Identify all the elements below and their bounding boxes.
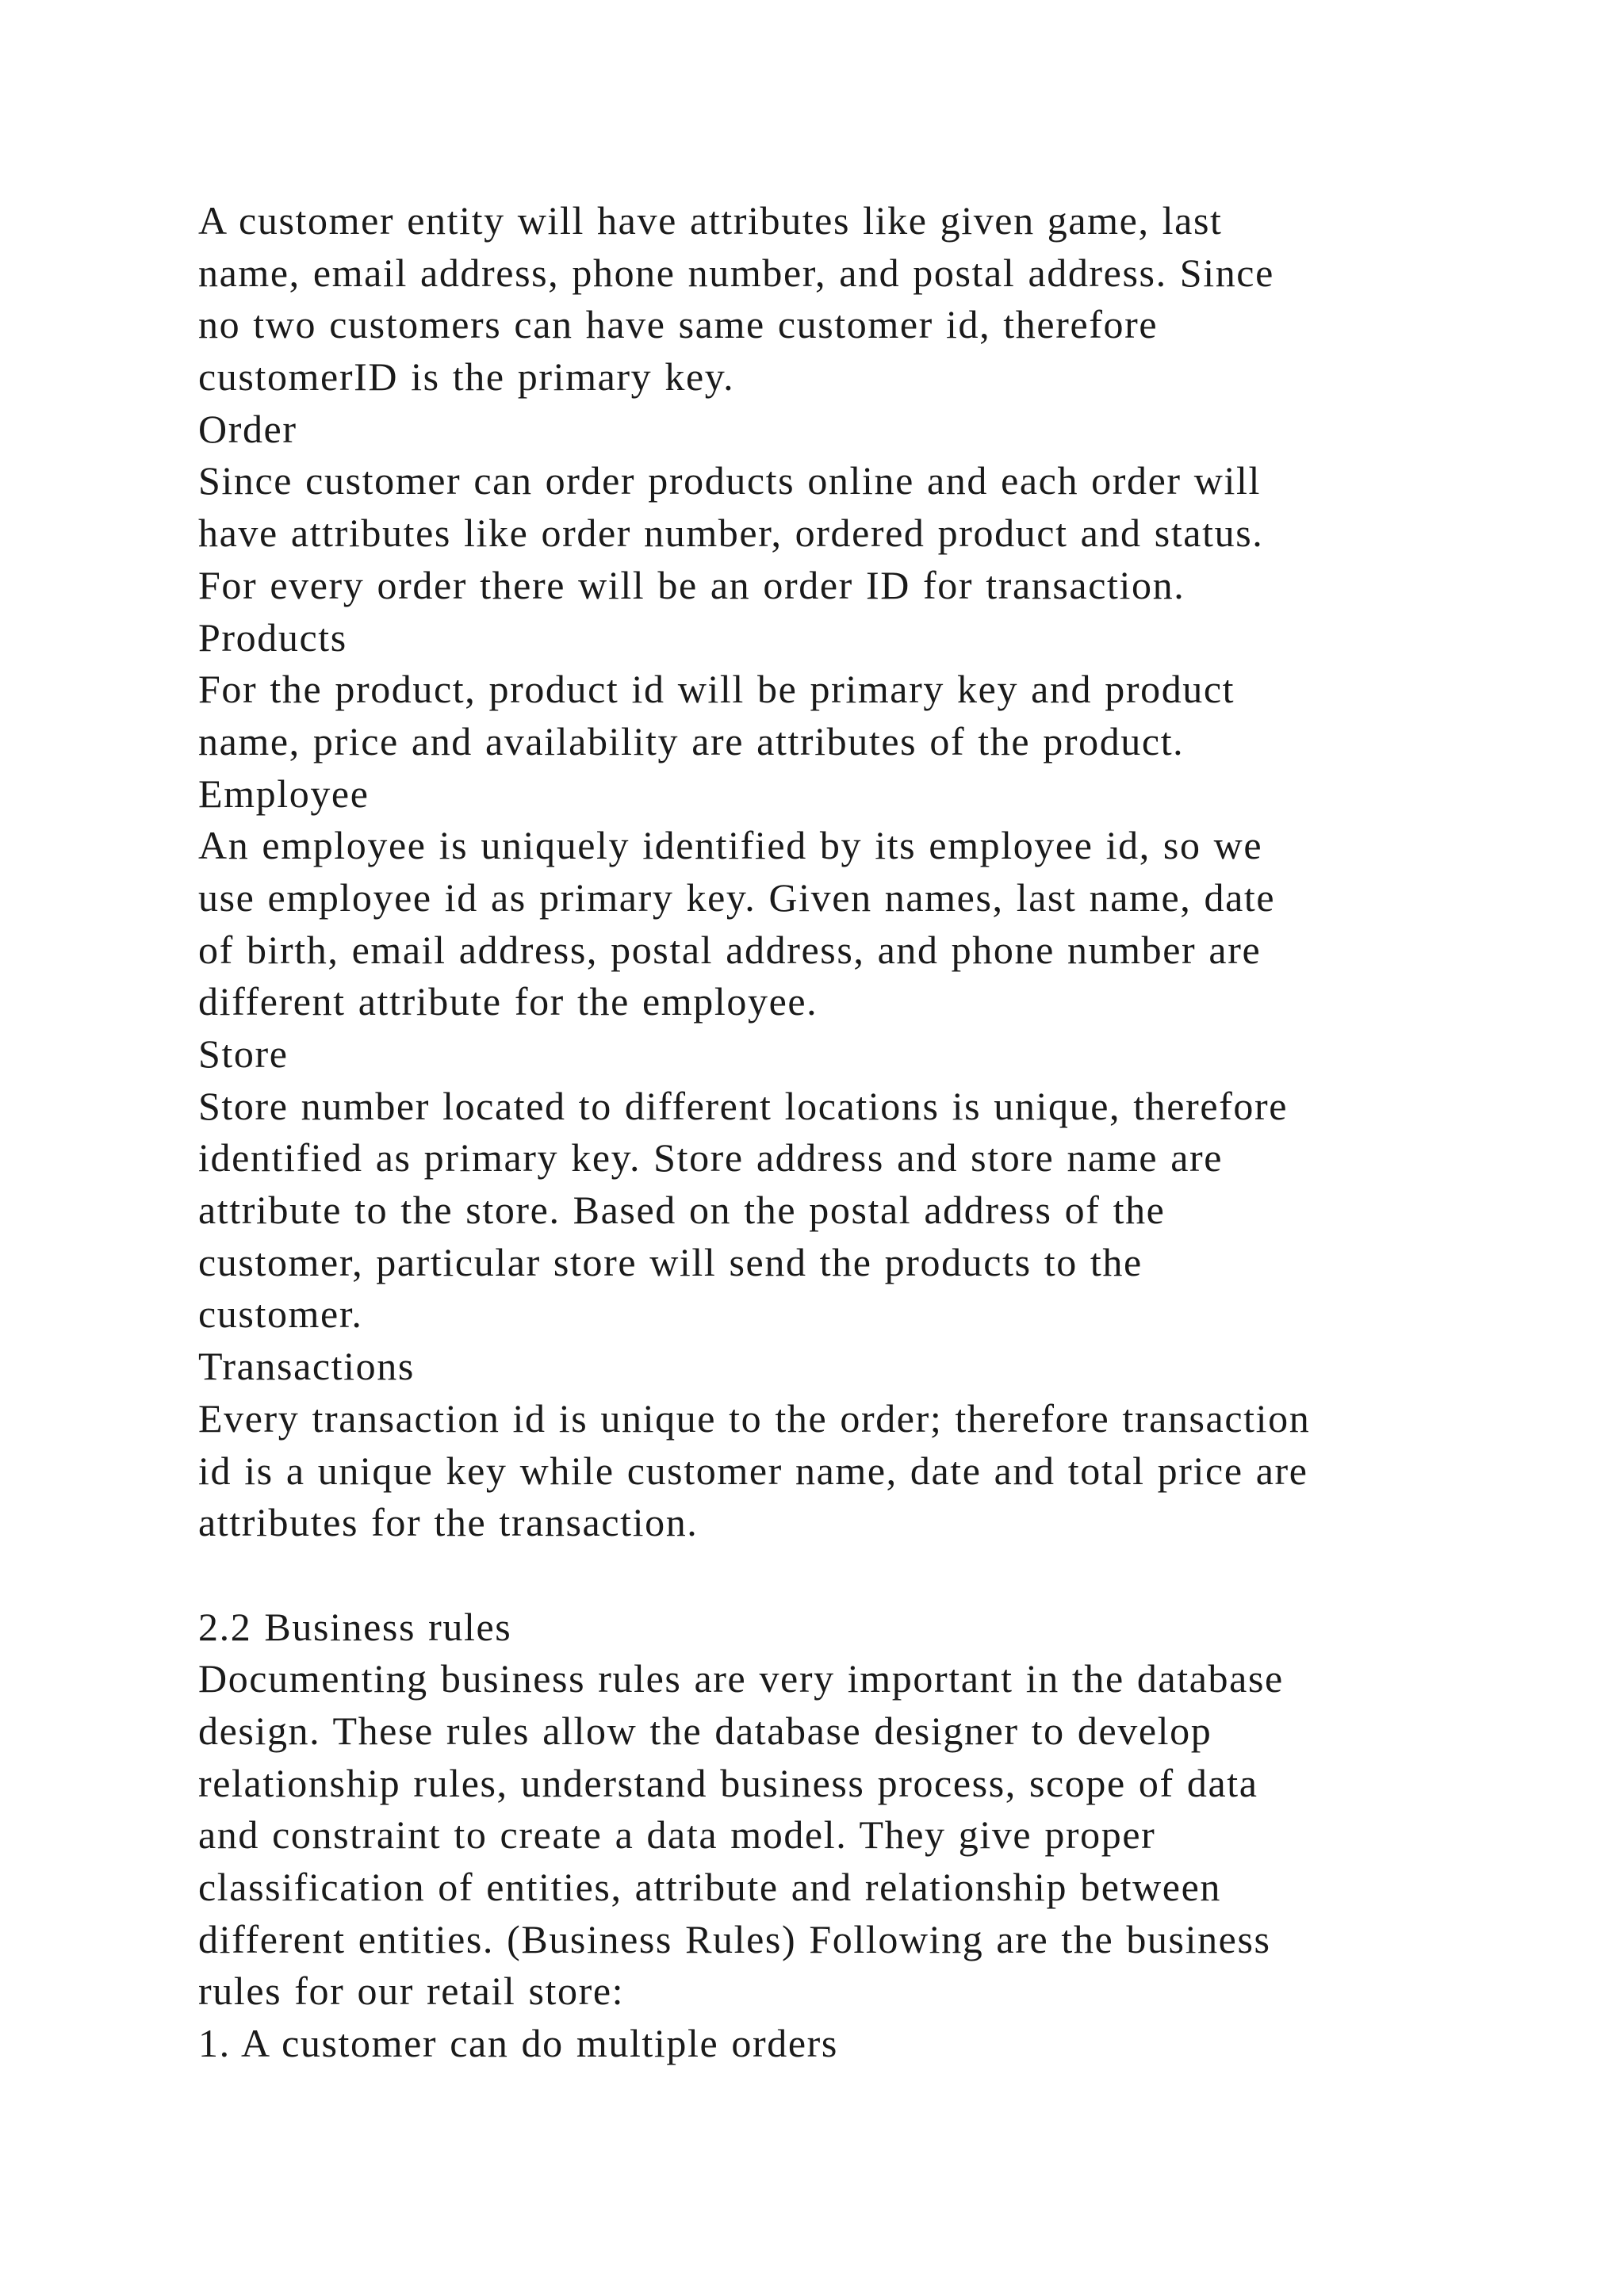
text-line: customer.	[198, 1292, 363, 1337]
text-line: An employee is uniquely identified by its employee id, so we	[198, 823, 1263, 868]
text-line: of birth, email address, postal address, and phone number are	[198, 927, 1262, 972]
text-line: For the product, product id will be primary key and product	[198, 667, 1235, 712]
text-line: use employee id as primary key. Given names, last name, date	[198, 874, 1276, 920]
section-heading-products: Products	[198, 614, 347, 660]
text-line: customer, particular store will send the products to the	[198, 1239, 1143, 1284]
text-line: different attribute for the employee.	[198, 979, 818, 1024]
text-line: relationship rules, understand business process, scope of data	[198, 1760, 1258, 1805]
text-line: identified as primary key. Store address and store name are	[198, 1135, 1224, 1181]
text-line: Since customer can order products online and each order will	[198, 458, 1261, 503]
blank-line	[198, 1549, 1546, 1601]
text-line: attribute to the store. Based on the postal address of the	[198, 1188, 1166, 1233]
text-line: name, email address, phone number, and postal address. Since	[198, 250, 1274, 295]
text-line: A customer entity will have attributes like given game, last	[198, 198, 1223, 243]
text-line: design. These rules allow the database designer to develop	[198, 1708, 1212, 1753]
section-heading-transactions: Transactions	[198, 1344, 415, 1389]
text-line: id is a unique key while customer name, date and total price are	[198, 1448, 1308, 1493]
text-line: customerID is the primary key.	[198, 354, 735, 400]
text-line: no two customers can have same customer id, therefore	[198, 302, 1159, 347]
body-text	[198, 195, 1546, 2070]
section-heading-business-rules: 2.2 Business rules	[198, 1604, 512, 1649]
text-line: rules for our retail store:	[198, 1969, 625, 2014]
text-line: classification of entities, attribute and relationship between	[198, 1865, 1221, 1909]
text-line: For every order there will be an order ID for transaction.	[198, 562, 1185, 607]
section-heading-order: Order	[198, 406, 297, 451]
list-item: 1. A customer can do multiple orders	[198, 2021, 838, 2066]
text-line: and constraint to create a data model. They give proper	[198, 1812, 1156, 1858]
text-line: Documenting business rules are very important in the database	[198, 1656, 1284, 1701]
text-line: Every transaction id is unique to the order; therefore transaction	[198, 1395, 1311, 1441]
section-heading-store: Store	[198, 1031, 289, 1076]
text-line: Store number located to different locations is unique, therefore	[198, 1083, 1289, 1128]
text-line: name, price and availability are attributes of the product.	[198, 718, 1185, 763]
section-heading-employee: Employee	[198, 771, 370, 816]
text-line: different entities. (Business Rules) Following are the business	[198, 1916, 1271, 1961]
text-line: have attributes like order number, ordered product and status.	[198, 511, 1264, 556]
text-line: attributes for the transaction.	[198, 1500, 699, 1545]
